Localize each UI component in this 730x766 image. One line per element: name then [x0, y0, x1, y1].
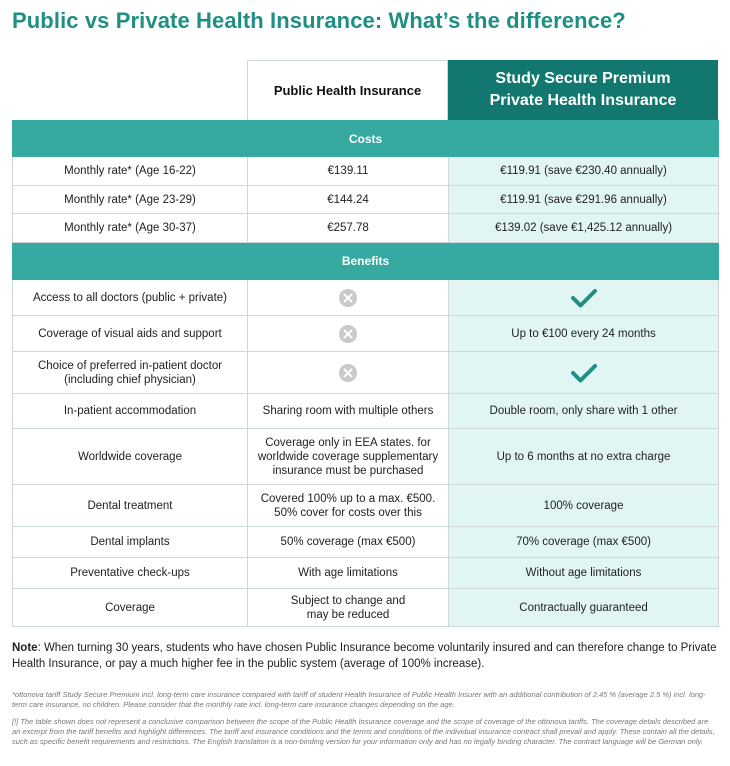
table-row — [13, 589, 719, 627]
premium-header-line1: Study Secure Premium — [495, 70, 671, 87]
table-row — [13, 280, 719, 316]
premium-value: Contractually guaranteed — [449, 589, 719, 627]
public-value: €257.78 — [248, 214, 449, 243]
table-row — [13, 186, 719, 214]
public-value — [248, 485, 449, 527]
page-title: Public vs Private Health Insurance: What’s the difference? — [12, 8, 626, 33]
public-value-line1: Subject to change and — [290, 594, 406, 607]
premium-value: 70% coverage (max €500) — [449, 527, 719, 558]
column-header-public: Public Health Insurance — [247, 60, 448, 120]
public-value: With age limitations — [248, 558, 449, 589]
row-label: Coverage of visual aids and support — [13, 316, 248, 352]
public-value — [248, 429, 449, 485]
premium-value: Double room, only share with 1 other — [449, 394, 719, 429]
note-paragraph — [12, 640, 718, 672]
public-value — [248, 352, 449, 394]
public-value-line2: 50% cover for costs over this — [274, 506, 422, 519]
public-value-line3: insurance must be purchased — [272, 464, 424, 477]
table-row — [13, 316, 719, 352]
public-value-line1: Covered 100% up to a max. €500. — [260, 492, 436, 505]
premium-value: 100% coverage — [449, 485, 719, 527]
row-label: Dental implants — [13, 527, 248, 558]
x-circle-icon — [338, 324, 358, 344]
row-label: Monthly rate* (Age 30-37) — [13, 214, 248, 243]
column-header-premium — [448, 60, 718, 120]
x-circle-icon — [338, 363, 358, 383]
table-row — [13, 429, 719, 485]
public-value — [248, 280, 449, 316]
row-label: In-patient accommodation — [13, 394, 248, 429]
premium-value: €119.91 (save €291.96 annually) — [449, 186, 719, 214]
premium-value: €119.91 (save €230.40 annually) — [449, 157, 719, 186]
checkmark-icon — [570, 362, 598, 384]
footnote-tariff: *ottonova tariff Study Secure Premium incl. long-term care insurance compared with tariff of student Health Insurance of Public Health Insurer with an additional contribution of 2.45 % (average 2.5 %) incl. long-term care insurance, no children. Please consider that the monthly rate incl. long-term care insurance changes depending on the age. — [12, 690, 706, 709]
public-value: 50% coverage (max €500) — [248, 527, 449, 558]
public-value-line1: Coverage only in EEA states. for — [265, 436, 431, 449]
public-value: €139.11 — [248, 157, 449, 186]
row-label-line2: (including chief physician) — [64, 373, 196, 386]
footnote-disclaimer: [!] The table shown does not represent a conclusive comparison between the scope of the Public Health Insurance coverage and the scope of coverage of the ottonova tariffs. The coverage details described are an excerpt from the tariff benefits and highlight differences. The tariff and insurance conditions and the terms and conditions of the individual insurance contract shall prevail and apply. These contain all the details, such as specific benefit requirements and restrictions. The English translation is a non-binding version for your information only and has no legally binding character. The contract language will be German only. — [12, 717, 715, 746]
row-label — [13, 352, 248, 394]
table-row — [13, 558, 719, 589]
public-value: €144.24 — [248, 186, 449, 214]
row-label: Coverage — [13, 589, 248, 627]
premium-value: €139.02 (save €1,425.12 annually) — [449, 214, 719, 243]
premium-value: Up to €100 every 24 months — [449, 316, 719, 352]
table-row — [13, 394, 719, 429]
table-row — [13, 352, 719, 394]
public-value: Sharing room with multiple others — [248, 394, 449, 429]
premium-value: Without age limitations — [449, 558, 719, 589]
x-circle-icon — [338, 288, 358, 308]
row-label: Dental treatment — [13, 485, 248, 527]
row-label: Preventative check-ups — [13, 558, 248, 589]
note-label: Note — [12, 642, 38, 654]
section-title-benefits: Benefits — [13, 243, 719, 280]
premium-value — [449, 352, 719, 394]
premium-header-line2: Private Health Insurance — [489, 92, 677, 109]
public-value-line2: may be reduced — [306, 608, 390, 621]
comparison-table — [12, 120, 719, 627]
note-text: : When turning 30 years, students who have chosen Public Insurance become voluntarily insured and can therefore change to Private Health Insurance, or pay a much higher fee in the public system (average of 100% increase). — [12, 642, 717, 670]
section-title-costs: Costs — [13, 121, 719, 157]
row-label: Monthly rate* (Age 23-29) — [13, 186, 248, 214]
row-label: Access to all doctors (public + private) — [13, 280, 248, 316]
public-value-line2: worldwide coverage supplementary — [257, 450, 439, 463]
section-header-benefits — [13, 243, 719, 280]
public-value — [248, 589, 449, 627]
table-row — [13, 527, 719, 558]
row-label: Monthly rate* (Age 16-22) — [13, 157, 248, 186]
table-row — [13, 214, 719, 243]
table-row — [13, 485, 719, 527]
checkmark-icon — [570, 287, 598, 309]
premium-value — [449, 280, 719, 316]
premium-value: Up to 6 months at no extra charge — [449, 429, 719, 485]
section-header-costs — [13, 121, 719, 157]
table-row — [13, 157, 719, 186]
public-value — [248, 316, 449, 352]
row-label-line1: Choice of preferred in-patient doctor — [37, 359, 223, 372]
row-label: Worldwide coverage — [13, 429, 248, 485]
